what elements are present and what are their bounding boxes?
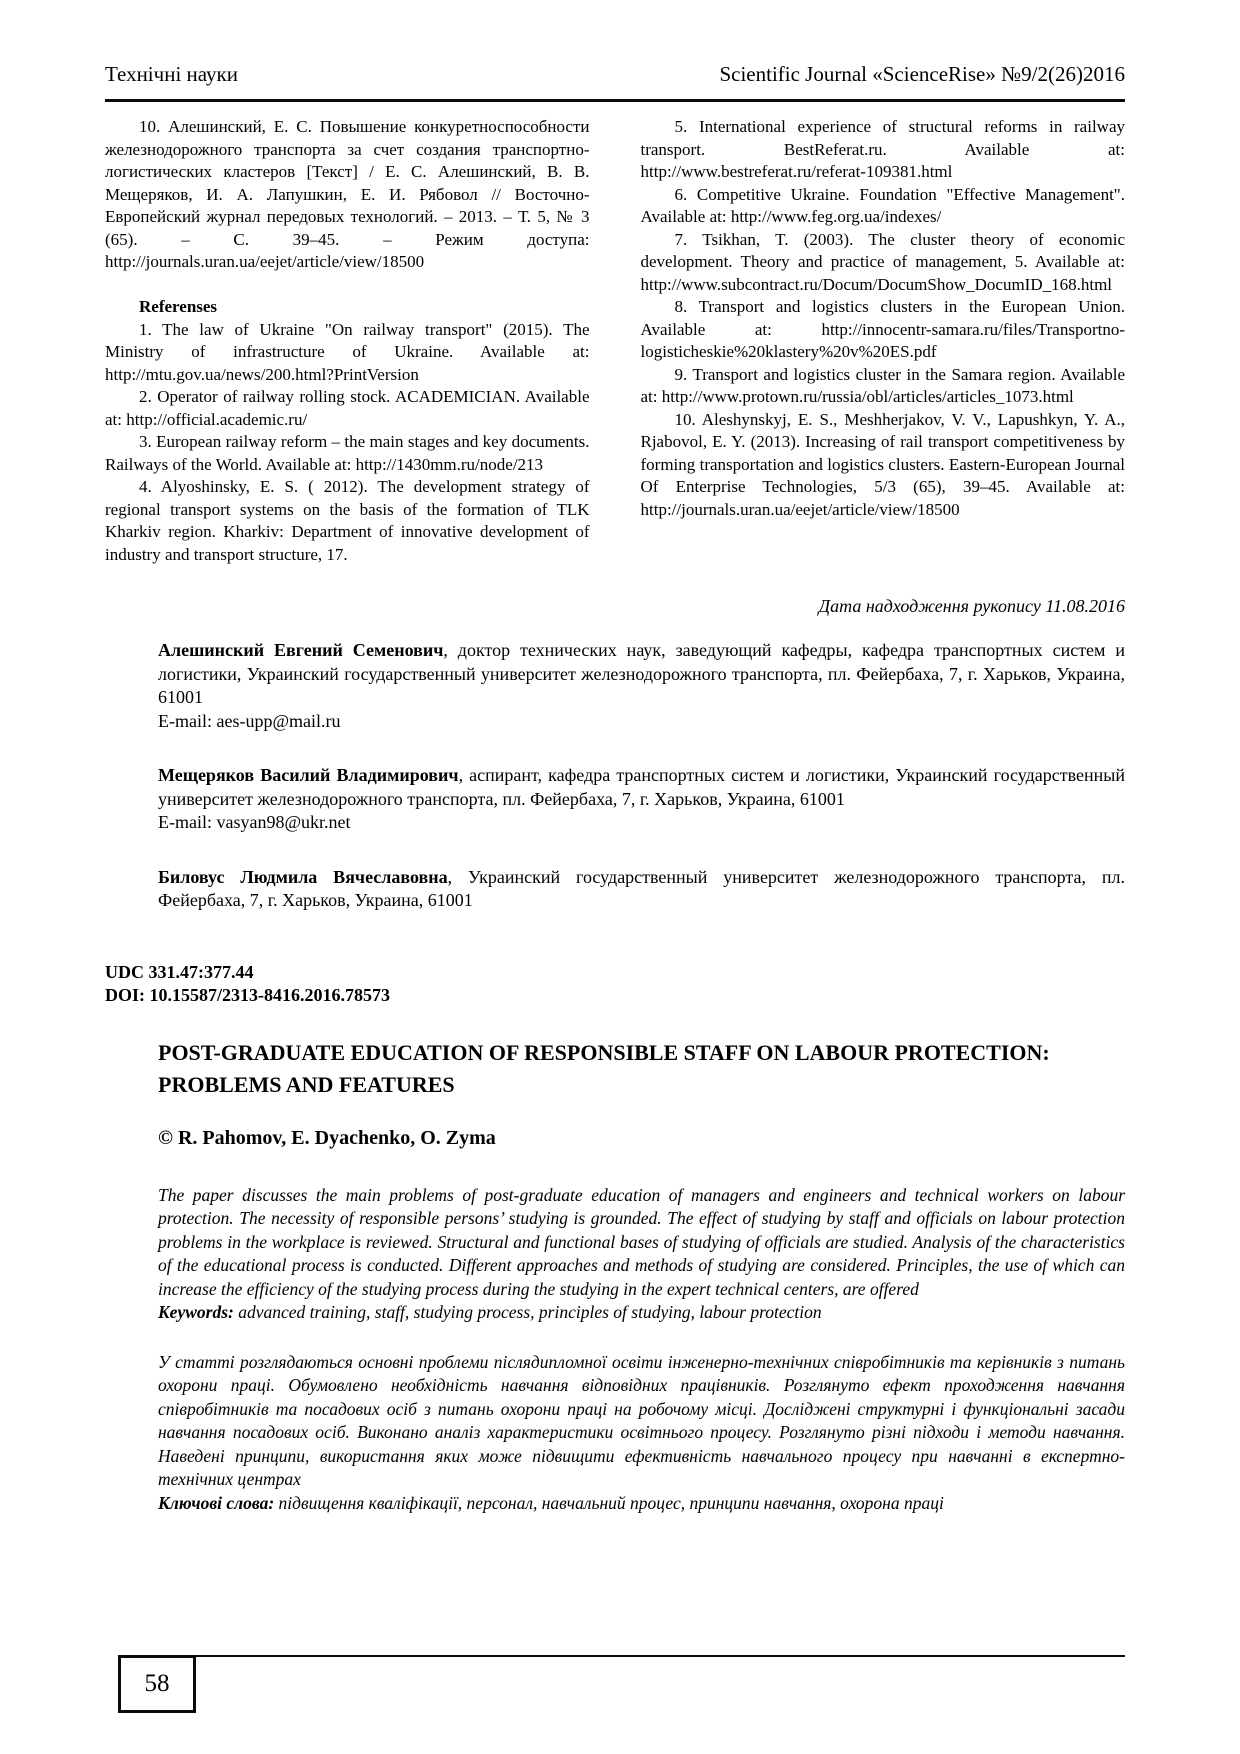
references-columns [105, 116, 1125, 566]
page-content [105, 62, 1125, 1515]
page-number-box [118, 1655, 196, 1713]
article-codes [105, 961, 1125, 1007]
keywords-ukrainian-text: підвищення кваліфікації, персонал, навчальний процес, принципи навчання, охорона праці [274, 1492, 944, 1513]
author-1-email: E-mail: aes-upp@mail.ru [158, 710, 341, 731]
references-right-column [641, 116, 1126, 566]
abstract-ukrainian [158, 1351, 1125, 1516]
author-1-name: Алешинский Евгений Семенович [158, 640, 444, 661]
article-title: POST-GRADUATE EDUCATION OF RESPONSIBLE STAFF ON LABOUR PROTECTION: PROBLEMS AND FEATURES [158, 1039, 1050, 1097]
reference-item-3: 3. European railway reform – the main stages and key documents. Railways of the World. Available at: http://1430mm.ru/node/213 [105, 432, 590, 474]
keywords-ukrainian [158, 1492, 1125, 1516]
header-section-label: Технічні науки [105, 62, 238, 86]
author-2-email: E-mail: vasyan98@ukr.net [158, 812, 351, 833]
reference-item-7: 7. Tsikhan, T. (2003). The cluster theory of economic development. Theory and practice of management, 5. Available at: http://www.subcontract.ru/Docum/DocumShow_DocumID_168.html [640, 229, 1125, 294]
header-journal-label: Scientific Journal «ScienceRise» №9/2(26)2016 [719, 62, 1125, 86]
article-authors-line: © R. Pahomov, E. Dyachenko, O. Zyma [158, 1126, 496, 1149]
reference-item-5: 5. International experience of structural reforms in railway transport. BestReferat.ru. Available at: http://www.bestreferat.ru/referat-109381.html [640, 117, 1125, 182]
author-3-name: Биловус Людмила Вячеславовна [158, 866, 448, 887]
footer-rule [118, 1655, 1125, 1657]
reference-item-10-ru: 10. Алешинский, Е. С. Повышение конкуретноспособности железнодорожного транспорта за счет создания транспортно-логистических кластеров [Текст] / Е. С. Алешинский, В. В. Мещеряков, И. А. Лапушкин, Е. И. Рябовол // Восточно-Европейский журнал передовых технологий. – 2013. – Т. 5, № 3 (65). – С. 39–45. – Режим доступа: http://journals.uran.ua/eejet/article/view/18500 [105, 117, 590, 272]
author-1-description [158, 639, 1125, 710]
author-3-details: , Украинский государственный университет железнодорожного транспорта, пл. Фейербаха, 7, г. Харьков, Украина, 61001 [158, 866, 1125, 911]
reference-item-2: 2. Operator of railway rolling stock. ACADEMICIAN. Available at: http://official.academic.ru/ [105, 387, 590, 429]
author-2-name: Мещеряков Василий Владимирович [158, 765, 459, 786]
reference-item-8: 8. Transport and logistics clusters in the European Union. Available at: http://innocentr-samara.ru/files/Transportno-logisticheskie%20klastery%20v%20ES.pdf [640, 297, 1125, 362]
keywords-english-text: advanced training, staff, studying process, principles of studying, labour protection [233, 1302, 822, 1323]
authors-section [105, 639, 1125, 913]
reference-item-4: 4. Alyoshinsky, E. S. ( 2012). The development strategy of regional transport systems on the basis of the formation of TLK Kharkiv region. Kharkiv: Department of innovative development of industry and transport structure, 17. [105, 477, 590, 564]
page-header [105, 62, 1125, 102]
author-3-description [158, 866, 1125, 913]
reference-item-9: 9. Transport and logistics cluster in the Samara region. Available at: http://www.protown.ru/russia/obl/articles/articles_1073.html [640, 364, 1125, 407]
author-info-1 [158, 639, 1125, 733]
author-2-description [158, 764, 1125, 811]
abstract-ukrainian-text: У статті розглядаються основні проблеми післядипломної освіти інженерно-технічних співробітників та керівників з питань охорони праці. Обумовлено необхідність навчання відповідних працівників. Розглянуто ефект проходження навчання співробітників та посадових осіб з питань охорони праці на робочому місці. Досліджені структурні і функціональні засади навчання посадових осіб. Виконано аналіз характеристики освітнього процесу. Розглянуто різні підходи і методи навчання. Наведені принципи, використання яких може підвищити ефективність навчального процесу при навчанні в експертно-технічних центрах [158, 1351, 1125, 1490]
abstract-english-text: The paper discusses the main problems of post-graduate education of managers and engineers and technical workers on labour protection. The necessity of responsible persons’ studying is grounded. The effect of studying by staff and officials on labour protection problems in the workplace is reviewed. Structural and functional bases of studying of officials are studied. Analysis of the characteristics of the educational process is conducted. Different approaches and methods of studying are considered. Principles, the use of which can increase the efficiency of the studying process during the studying in the expert technical centers, are offered [158, 1184, 1125, 1299]
author-info-3 [158, 866, 1125, 913]
author-1-details: , доктор технических наук, заведующий кафедры, кафедра транспортных систем и логистики, Украинский государственный университет железнодорожного транспорта, пл. Фейербаха, 7, г. Харьков, Украина, 61001 [158, 640, 1125, 708]
abstract-english [158, 1184, 1125, 1325]
keywords-english [158, 1301, 1125, 1325]
author-2-details: , аспирант, кафедра транспортных систем и логистики, Украинский государственный университет железнодорожного транспорта, пл. Фейербаха, 7, г. Харьков, Украина, 61001 [158, 765, 1126, 809]
reference-item-6: 6. Competitive Ukraine. Foundation "Effective Management". Available at: http://www.feg.org.ua/indexes/ [640, 184, 1125, 227]
keywords-english-label: Keywords: [158, 1302, 234, 1323]
author-info-2 [158, 764, 1125, 835]
references-heading: Referenses [139, 297, 218, 317]
manuscript-received-date: Дата надходження рукопису 11.08.2016 [818, 596, 1125, 617]
udc-code: UDC 331.47:377.44 [105, 961, 254, 982]
doi-code: DOI: 10.15587/2313-8416.2016.78573 [105, 984, 390, 1005]
page-number: 58 [144, 1670, 170, 1697]
reference-item-10-en: 10. Aleshynskyj, E. S., Meshherjakov, V. V., Lapushkyn, Y. A., Rjabovol, E. Y. (2013). Increasing of rail transport competitiveness by forming transportation and logistics clusters. Eastern-European Journal Of Enterprise Technologies, 5/3 (65), 39–45. Available at: http://journals.uran.ua/eejet/article/view/18500 [640, 409, 1125, 519]
keywords-ukrainian-label: Ключові слова: [158, 1492, 275, 1513]
reference-item-1: 1. The law of Ukraine "On railway transport" (2015). The Ministry of infrastructure of Ukraine. Available at: http://mtu.gov.ua/news/200.html?PrintVersion [105, 319, 590, 384]
references-left-column [105, 116, 590, 566]
